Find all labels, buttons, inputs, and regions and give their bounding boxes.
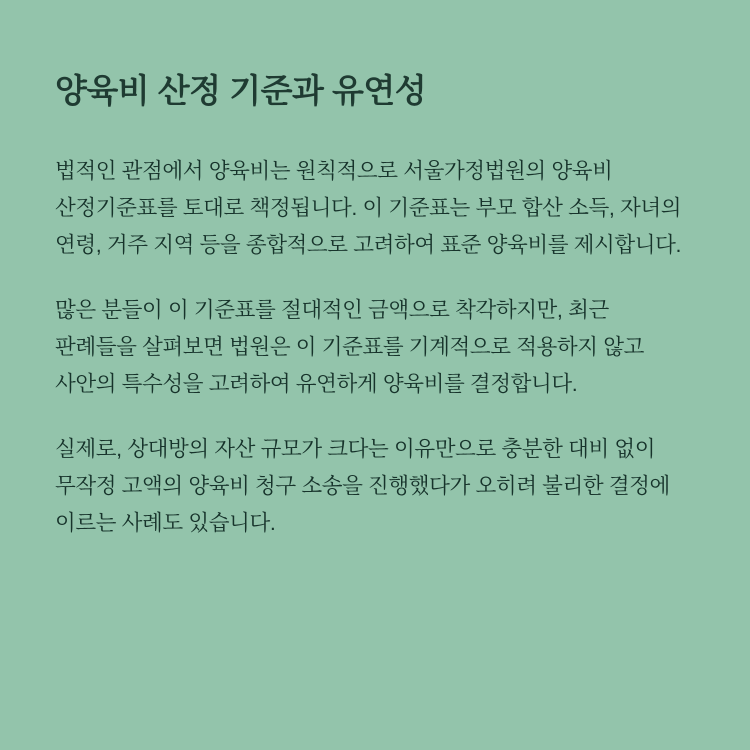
page-title: 양육비 산정 기준과 유연성	[55, 72, 427, 109]
paragraph-2: 많은 분들이 이 기준표를 절대적인 금액으로 착각하지만, 최근 판례들을 살펴보면 법원은 이 기준표를 기계적으로 적용하지 않고 사안의 특수성을 고려하여 유연하게 양육비를 결정합니다.	[55, 297, 644, 396]
paragraph-1: 법적인 관점에서 양육비는 원칙적으로 서울가정법원의 양육비 산정기준표를 토대로 책정됩니다. 이 기준표는 부모 합산 소득, 자녀의 연령, 거주 지역 등을 종합적으로 고려하여 표준 양육비를 제시합니다.	[55, 158, 682, 257]
paragraph-3: 실제로, 상대방의 자산 규모가 크다는 이유만으로 충분한 대비 없이 무작정 고액의 양육비 청구 소송을 진행했다가 오히려 불리한 결정에 이르는 사례도 있습니다.	[55, 436, 670, 535]
